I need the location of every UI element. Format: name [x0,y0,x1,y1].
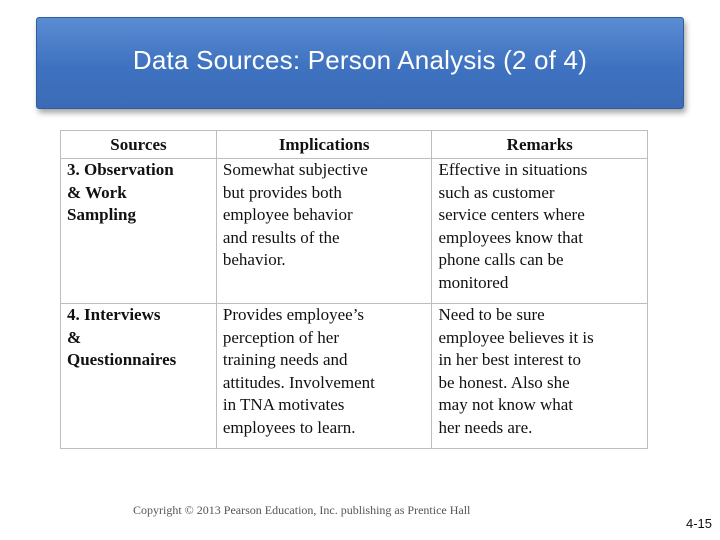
title-banner [36,17,684,109]
table-row [61,304,648,449]
source-cell [61,304,217,449]
copyright-notice: Copyright © 2013 Pearson Education, Inc. publishing as Prentice Hall [133,503,471,517]
remark-text: Need to be sure employee believes it is in her best interest to be honest. Also she may not know what her needs are. [438,305,594,437]
page-number: 4-15 [685,516,712,531]
remark-cell [432,159,648,304]
source-text: 4. Interviews & Questionnaires [67,305,177,369]
table-row [61,159,648,304]
table-header-row [61,131,648,159]
remark-cell [432,304,648,449]
header-sources: Sources [61,131,217,159]
slide-title: Data Sources: Person Analysis (2 of 4) [132,44,588,75]
implication-cell [216,304,432,449]
implication-text: Somewhat subjective but provides both employee behavior and results of the behavior. [222,160,368,269]
header-remarks: Remarks [432,131,648,159]
implication-cell [216,159,432,304]
remark-text: Effective in situations such as customer service centers where employees know that phone calls can be monitored [438,160,588,292]
implication-text: Provides employee’s perception of her training needs and attitudes. Involvement in TNA motivates employees to learn. [222,305,375,437]
person-analysis-table [60,130,648,449]
source-cell [61,159,217,304]
header-implications: Implications [216,131,432,159]
source-text: 3. Observation & Work Sampling [67,160,174,224]
